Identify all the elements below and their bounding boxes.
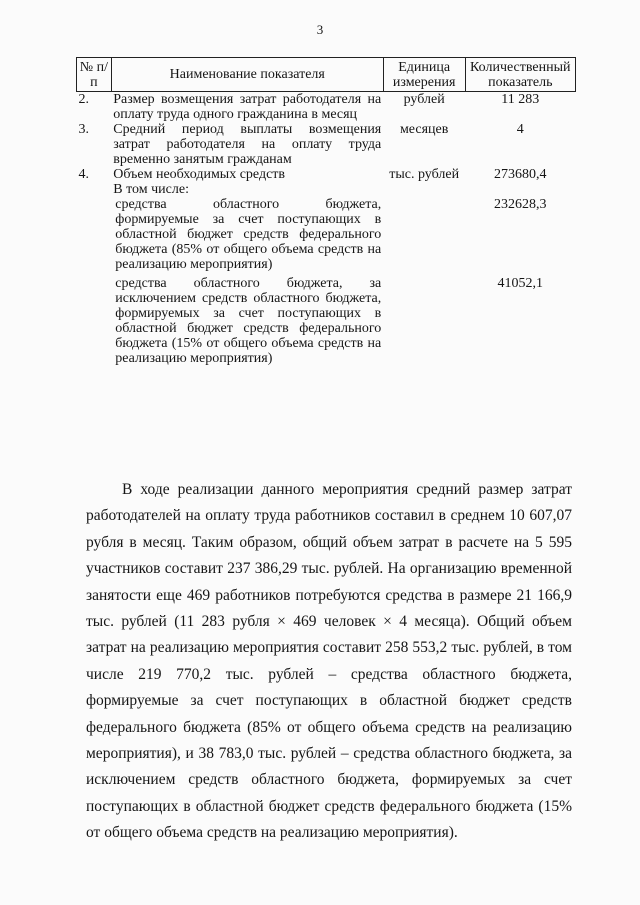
body-text [86,477,572,847]
row-qty: 11 283 [501,92,540,107]
subrow-name: средства областного бюджета, за исключением средств областного бюджета, формируемых за счет поступающих в областной бюджет средств федерального бюджета (15% от общего объема средств на реализацию мероприятия) [115,276,382,366]
row-name: Размер возмещения затрат работодателя на оплату труда одного гражданина в месяц [113,92,382,122]
row-unit: рублей [403,92,445,107]
row-number: 2. [78,92,89,107]
header-no: № п/п [77,58,112,92]
subrow-qty: 41052,1 [497,276,544,291]
indicators-table [76,57,576,370]
table-subrow [77,276,576,370]
header-name: Наименование показателя [111,58,383,92]
table-subrow [77,197,576,276]
table-row [77,92,576,123]
body-paragraph: В ходе реализации данного мероприятия средний размер затрат работодателей на оплату труда работников составил в среднем 10 607,07 рубля в месяц. Таким образом, общий объем затрат в расчете на 5 595 участников составит 237 386,29 тыс. рублей. На организацию временной занятости еще 469 работников потребуются средства в размере 21 166,9 тыс. рублей (11 283 рубля × 469 человек × 4 месяца). Общий объем затрат на реализацию мероприятия составит 258 553,2 тыс. рублей, в том числе 219 770,2 тыс. рублей – средства областного бюджета, формируемые за счет поступающих в областной бюджет средств федерального бюджета (85% от общего объема средств на реализацию мероприятия), и 38 783,0 тыс. рублей – средства областного бюджета, за исключением средств областного бюджета, формируемых за счет поступающих в областной бюджет средств федерального бюджета (15% от общего объема средств на реализацию мероприятия). [86,481,572,842]
header-qty: Количественный показатель [465,58,575,92]
row-qty: 4 [516,122,524,137]
row-name-including: В том числе: [113,182,189,197]
row-number: 3. [78,122,89,137]
row-number: 4. [78,167,89,182]
page-number: 3 [316,22,324,37]
row-name-main: Объем необходимых средств [113,167,286,182]
row-name: Средний период выплаты возмещения затрат работодателя на оплату труда временно занятым гражданам [113,122,382,167]
row-unit: тыс. рублей [389,167,460,182]
table-row [77,167,576,197]
row-qty: 273680,4 [494,167,547,182]
row-name [111,167,383,197]
table-header-row [77,58,576,92]
table-row [77,122,576,167]
row-unit: месяцев [399,122,449,137]
header-unit: Единица измерения [383,58,465,92]
subrow-qty: 232628,3 [494,197,547,212]
subrow-name: средства областного бюджета, формируемые за счет поступающих в областной бюджет средств федерального бюджета (85% от общего объема средств на реализацию мероприятия) [115,197,382,272]
